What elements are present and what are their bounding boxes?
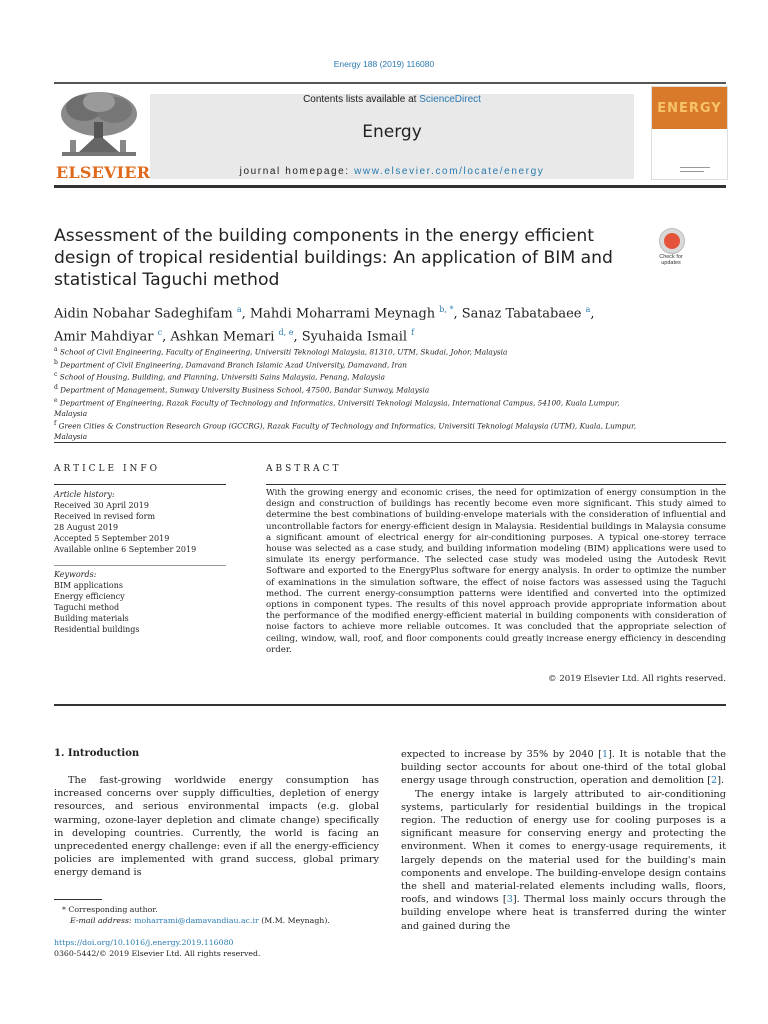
affiliation-item: $^f$ Green Cities & Construction Research Group (GCCRG), Razak Faculty of Technology and Informatics, Universiti Teknologi Malaysia (UTM), Kuala, Lumpur, Malaysia	[54, 419, 637, 441]
reference-link[interactable]: 2	[711, 775, 718, 787]
header-top-rule	[54, 82, 726, 84]
affiliation-item: $^b$ Department of Civil Engineering, Damavand Branch Islamic Azad University, Damavand, Iran	[54, 358, 407, 370]
corresponding-author: Corresponding author.	[68, 905, 158, 914]
homepage-prefix: journal homepage:	[239, 166, 355, 177]
history-item: Received in revised form	[54, 512, 156, 521]
journal-header-box	[150, 94, 634, 179]
issn-rights: 0360-5442/© 2019 Elsevier Ltd. All rights reserved.	[54, 949, 261, 958]
footnote-marker: *	[62, 905, 66, 914]
cover-banner	[652, 87, 727, 129]
updates-label: Check for updates	[659, 254, 683, 266]
elsevier-tree-icon	[54, 88, 144, 160]
updates-icon	[659, 228, 685, 254]
journal-cover-thumbnail[interactable]	[651, 86, 728, 180]
header-bottom-rule	[54, 185, 726, 188]
section-divider	[54, 442, 726, 443]
history-item: Received 30 April 2019	[54, 501, 149, 510]
abstract-heading: ABSTRACT	[266, 464, 342, 474]
affiliation-item: $^d$ Department of Management, Sunway University Business School, 47500, Bandar Sunway, Malaysia	[54, 384, 430, 395]
right-column-text	[401, 748, 726, 933]
affiliation-item: $^a$ School of Civil Engineering, Faculty of Engineering, Universiti Teknologi Malaysia, 81310, UTM, Skudai, Johor, Malaysia	[54, 346, 508, 357]
elsevier-wordmark: ELSEVIER	[56, 163, 151, 182]
author-affiliation-ref[interactable]: b, *	[439, 305, 454, 314]
homepage-line	[150, 166, 634, 177]
keyword-item: Residential buildings	[54, 625, 140, 634]
cover-title: ENERGY	[657, 101, 722, 116]
affiliation-item: $^e$ Department of Engineering, Razak Faculty of Technology and Informatics, Universiti Teknologi Malaysia, International Campus, 54100, Kuala Lumpur, Malaysia	[54, 396, 620, 418]
homepage-link[interactable]: www.elsevier.com/locate/energy	[354, 166, 545, 177]
author-name[interactable]: Aidin Nobahar Sadeghifam	[54, 306, 233, 322]
contents-prefix: Contents lists available at	[303, 94, 420, 105]
email-link[interactable]: moharrami@damavandiau.ac.ir	[134, 916, 259, 925]
left-column-text	[54, 774, 379, 880]
article-info-heading: ARTICLE INFO	[54, 464, 161, 474]
reference-link[interactable]: 1	[601, 749, 609, 760]
contents-line	[150, 94, 634, 105]
keyword-item: Building materials	[54, 614, 129, 623]
journal-citation[interactable]: Energy 188 (2019) 116080	[333, 59, 435, 69]
author-affiliation-ref[interactable]: c	[157, 328, 163, 338]
author-name[interactable]: Ashkan Memari	[170, 329, 275, 345]
reference-link[interactable]: 3	[506, 894, 513, 906]
article-title: Assessment of the building components in the energy efficient design of tropical residential buildings: An application of BIM and statistical Taguchi method	[54, 226, 613, 290]
keywords-label: Keywords:	[54, 570, 97, 579]
paragraph: The fast-growing worldwide energy consumption has increased concerns over supply difficulties, depletion of energy resources, and serious environmental impacts (e.g. global warming, ozone-layer depletion and climate change) specifically in developing countries. Currently, the world is facing an unprecedented energy challenge: even if all the energy-efficiency policies are implemented with grand success, global primary energy demand is	[54, 775, 379, 879]
keyword-item: Taguchi method	[54, 603, 120, 612]
check-for-updates-badge[interactable]	[651, 228, 691, 272]
abstract-rule	[266, 484, 726, 485]
author-name[interactable]: Mahdi Moharrami Meynagh	[249, 306, 436, 322]
article-history	[54, 489, 226, 555]
keywords-rule	[54, 565, 226, 566]
affiliation-item: $^c$ School of Housing, Building, and Planning, Universiti Sains Malaysia, Penang, Malaysia	[54, 371, 385, 382]
sciencedirect-link[interactable]: ScienceDirect	[419, 94, 481, 105]
affiliations	[54, 345, 654, 442]
email-owner: (M.M. Meynagh).	[258, 916, 330, 925]
journal-name: Energy	[362, 122, 422, 142]
email-label: E-mail address:	[70, 916, 135, 925]
keyword-item: BIM applications	[54, 581, 123, 590]
history-item: Available online 6 September 2019	[54, 545, 197, 554]
doi-link[interactable]: https://doi.org/10.1016/j.energy.2019.116080	[54, 938, 234, 947]
author-affiliation-ref[interactable]: f	[411, 328, 415, 338]
author-name[interactable]: Amir Mahdiyar	[54, 329, 154, 345]
author-name[interactable]: Sanaz Tabatabaee	[461, 306, 582, 322]
cover-text-line	[680, 171, 704, 172]
history-label: Article history:	[54, 490, 115, 499]
history-item: Accepted 5 September 2019	[54, 534, 170, 543]
introduction-heading: 1. Introduction	[54, 748, 140, 759]
cover-text-line	[680, 167, 710, 168]
keyword-item: Energy efficiency	[54, 592, 125, 601]
footnote	[54, 904, 379, 926]
author-list: Aidin Nobahar Sadeghifam $^a$, Mahdi Moharrami Meynagh $^{b, *}$, Sanaz Tabatabaee $^a$, Amir Mahdiyar $^c$, Ashkan Memari $^{d, e}$, Syuhaida Ismail $^f$	[54, 305, 595, 345]
abstract-copyright: © 2019 Elsevier Ltd. All rights reserved.	[548, 674, 726, 684]
keywords-list	[54, 569, 226, 635]
paragraph: The energy intake is largely attributed to air-conditioning systems, particularly for residential buildings in the tropical region. The reduction of energy use for cooling purposes is a significant measure for conserving energy and protecting the environment. When it comes to energy-usage requirements, it largely depends on the material used for the building's main components and envelope. The building-envelope design contains the shell and material-related elements including walls, floors, roofs, and windows [3]. Thermal loss mainly occurs through the building envelope where heat is transferred during the winter and gained during the	[401, 788, 726, 932]
article-info-rule	[54, 484, 226, 485]
footnote-rule	[54, 899, 102, 900]
elsevier-logo[interactable]	[54, 88, 151, 183]
abstract-text: With the growing energy and economic crises, the need for optimization of energy consumption in the design and construction of buildings has recently become even more significant. This study aimed to determine the best combinations of building-envelope materials with the consideration of influential and uncontrollable factors for energy-efficient design in Malaysia. Residential buildings in Malaysia consume a significant amount of electrical energy for air-conditioning purposes. A typical one-storey terrace house was selected as a case study, and building information modeling (BIM) applications were used to simulate its energy performance. The selected case study was modeled using the Autodesk Revit Software and exported to the EnergyPlus software for energy analysis. In order to optimize the number of examinations in the simulation software, the effect of noise factors was assessed using the Taguchi method. The current energy-consumption patterns were identified and converted into the optimized options in component types. The results of this novel approach provide appropriate information about the performance of the modified energy-efficient material in building components with consideration of noise factors to achieve more reliable outcomes. It was concluded that the appropriate selection of ceiling, window, wall, roof, and floor components could greatly increase energy efficiency in descending order.	[266, 488, 726, 655]
doi-block	[54, 937, 260, 959]
author-affiliation-ref[interactable]: a	[585, 305, 591, 314]
author-affiliation-ref[interactable]: d, e	[278, 328, 294, 338]
author-name[interactable]: Syuhaida Ismail	[301, 329, 408, 345]
history-item: 28 August 2019	[54, 523, 119, 532]
author-affiliation-ref[interactable]: a	[236, 305, 242, 314]
abstract-bottom-rule	[54, 704, 726, 706]
paragraph: expected to increase by 35% by 2040 [1]. It is notable that the building sector accounts for about one-third of the total global energy usage through construction, operation and demolition [2].	[401, 749, 727, 787]
